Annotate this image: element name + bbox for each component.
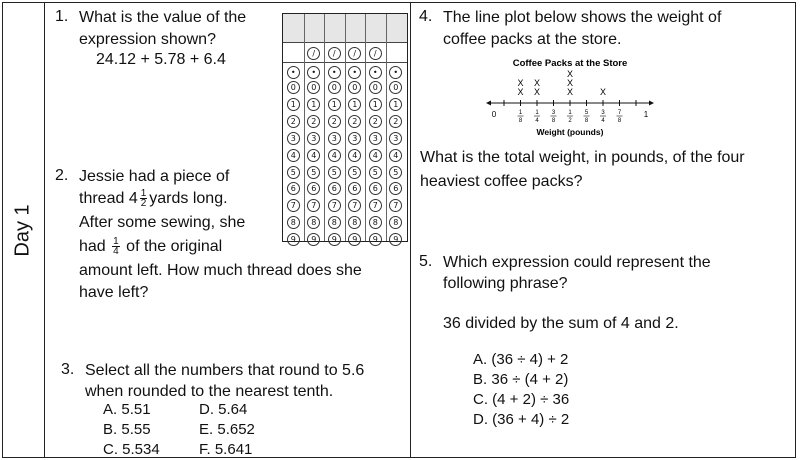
- grid-bubble-digit[interactable]: 3: [348, 132, 361, 145]
- q3-option-a-value: 5.51: [121, 401, 151, 418]
- q2-line1: Jessie had a piece of: [79, 168, 230, 185]
- grid-bubble-digit[interactable]: 2: [287, 115, 300, 128]
- grid-bubble-digit[interactable]: 9: [287, 233, 300, 246]
- q1-line1: What is the value of the: [79, 9, 247, 26]
- day-label: Day 1: [11, 203, 34, 257]
- q5-line1: Which expression could represent the: [443, 254, 711, 271]
- grid-bubble-digit[interactable]: 2: [369, 115, 382, 128]
- grid-bubble-digit[interactable]: 0: [369, 81, 382, 94]
- grid-bubble-fraction[interactable]: /: [328, 47, 341, 60]
- q2-thread-text: thread 4: [79, 190, 138, 207]
- q3-option-c-value: 5.534: [122, 441, 160, 458]
- q3-number: 3.: [61, 361, 75, 378]
- day-label-cell: [2, 2, 44, 458]
- grid-bubble-digit[interactable]: 3: [389, 132, 402, 145]
- q5-option-d-letter: D.: [473, 411, 488, 428]
- grid-bubble-digit[interactable]: 2: [348, 115, 361, 128]
- grid-bubble-digit[interactable]: 1: [328, 98, 341, 111]
- tick-label-numerator: 1: [568, 110, 572, 116]
- grid-bubble-digit[interactable]: 4: [348, 149, 361, 162]
- grid-bubble-digit[interactable]: 8: [328, 216, 341, 229]
- q2-fraction: [112, 237, 120, 256]
- grid-bubble-digit[interactable]: 9: [307, 233, 320, 246]
- tick-label-numerator: 7: [617, 110, 622, 116]
- grid-bubble-digit[interactable]: 7: [348, 199, 361, 212]
- q2-line5: amount left. How much thread does she: [79, 262, 362, 279]
- grid-bubble-digit[interactable]: 6: [287, 182, 300, 195]
- data-point-x: X: [566, 78, 574, 88]
- grid-bubble-digit[interactable]: 1: [307, 98, 320, 111]
- tick-label-numerator: 3: [551, 110, 556, 116]
- grid-bubble-digit[interactable]: 4: [328, 149, 341, 162]
- q5-option-c-expr: (4 + 2) ÷ 36: [492, 391, 570, 408]
- grid-column-divider: [345, 14, 346, 241]
- q5-option-b[interactable]: [473, 371, 568, 388]
- grid-bubble-digit[interactable]: 2: [328, 115, 341, 128]
- grid-bubble-decimal[interactable]: •: [389, 66, 402, 79]
- data-point-x: X: [533, 87, 541, 97]
- q5-option-a-expr: (36 ÷ 4) + 2: [491, 351, 569, 368]
- q3-option-b[interactable]: [103, 421, 151, 438]
- grid-bubble-digit[interactable]: 6: [389, 182, 402, 195]
- q3-option-e-value: 5.652: [217, 421, 255, 438]
- q1-line2: expression shown?: [79, 31, 216, 48]
- q2-mixed-numerator: 1: [140, 188, 147, 200]
- grid-bubble-digit[interactable]: 0: [287, 81, 300, 94]
- grid-column-divider: [365, 14, 366, 241]
- q3-option-e-letter: E.: [199, 421, 214, 438]
- tick-label-denominator: 8: [617, 118, 622, 124]
- data-point-x: X: [517, 78, 524, 88]
- q5-option-b-letter: B.: [473, 371, 488, 388]
- grid-bubble-digit[interactable]: 7: [389, 199, 402, 212]
- grid-bubble-digit[interactable]: 3: [287, 132, 300, 145]
- grid-bubble-digit[interactable]: 9: [348, 233, 361, 246]
- grid-bubble-digit[interactable]: 6: [348, 182, 361, 195]
- tick-label-numerator: 3: [601, 110, 605, 116]
- tick-label-numerator: 1: [535, 110, 539, 116]
- grid-bubble-digit[interactable]: 0: [389, 81, 402, 94]
- q5-option-d-expr: (36 + 4) ÷ 2: [492, 411, 570, 428]
- grid-bubble-decimal[interactable]: •: [369, 66, 382, 79]
- q3-line2: when rounded to the nearest tenth.: [85, 383, 334, 400]
- q5-option-c-letter: C.: [473, 391, 488, 408]
- q3-option-c[interactable]: [103, 441, 160, 458]
- q2-line3: After some sewing, she: [79, 214, 246, 231]
- grid-bubble-digit[interactable]: 6: [307, 182, 320, 195]
- q4-question-line2: heaviest coffee packs?: [420, 173, 583, 190]
- q5-line2: following phrase?: [443, 275, 568, 292]
- q3-option-d-letter: D.: [199, 401, 214, 418]
- grid-bubble-digit[interactable]: 5: [328, 166, 341, 179]
- grid-bubble-decimal[interactable]: •: [348, 66, 361, 79]
- grid-column-divider: [304, 14, 305, 241]
- grid-bubble-digit[interactable]: 2: [389, 115, 402, 128]
- grid-bubble-digit[interactable]: 7: [287, 199, 300, 212]
- grid-bubble-digit[interactable]: 5: [287, 166, 300, 179]
- grid-bubble-decimal[interactable]: •: [328, 66, 341, 79]
- grid-bubble-digit[interactable]: 5: [369, 166, 382, 179]
- q3-option-d[interactable]: [199, 401, 247, 418]
- center-column-divider: [410, 2, 411, 458]
- grid-bubble-digit[interactable]: 6: [328, 182, 341, 195]
- line-plot: [486, 54, 656, 140]
- grid-bubble-digit[interactable]: 8: [348, 216, 361, 229]
- q5-option-a[interactable]: [473, 351, 568, 368]
- grid-bubble-digit[interactable]: 7: [369, 199, 382, 212]
- data-point-x: X: [533, 78, 541, 88]
- grid-bubble-digit[interactable]: 4: [389, 149, 402, 162]
- data-point-x: X: [517, 87, 524, 97]
- q3-option-d-value: 5.64: [218, 401, 248, 418]
- q5-number: 5.: [419, 253, 433, 270]
- grid-bubble-digit[interactable]: 6: [369, 182, 382, 195]
- axis-left-arrow: [486, 101, 491, 106]
- grid-bubble-fraction[interactable]: /: [307, 47, 320, 60]
- data-point-x: X: [566, 87, 574, 97]
- tick-label-numerator: 5: [584, 110, 589, 116]
- q3-option-b-letter: B.: [103, 421, 118, 438]
- q2-line6: have left?: [79, 284, 149, 301]
- q2-line2: [79, 188, 228, 210]
- q2-had-text: had: [79, 238, 106, 255]
- tick-label-denominator: 8: [551, 118, 556, 124]
- q3-line1: Select all the numbers that round to 5.6: [85, 362, 365, 379]
- tick-label-denominator: 2: [568, 118, 572, 124]
- tick-label-denominator: 4: [601, 118, 605, 124]
- q2-mixed-fraction: [140, 189, 148, 208]
- grid-column-divider: [386, 14, 387, 241]
- q2-yards-text: yards long.: [149, 190, 228, 207]
- q5-option-b-expr: 36 ÷ (4 + 2): [491, 371, 569, 388]
- q2-mixed-denominator: 2: [140, 198, 147, 210]
- grid-bubble-digit[interactable]: 5: [307, 166, 320, 179]
- grid-bubble-digit[interactable]: 7: [307, 199, 320, 212]
- grid-bubble-digit[interactable]: 7: [328, 199, 341, 212]
- grid-bubble-digit[interactable]: 8: [307, 216, 320, 229]
- q1-number: 1.: [55, 8, 69, 25]
- q5-option-c[interactable]: [473, 391, 569, 408]
- q5-phrase: 36 divided by the sum of 4 and 2.: [443, 315, 679, 332]
- q4-line1: The line plot below shows the weight of: [443, 9, 722, 26]
- q2-fraction-denominator: 4: [113, 246, 119, 258]
- q4-number: 4.: [419, 8, 433, 25]
- line-plot-title: Coffee Packs at the Store: [512, 58, 628, 69]
- data-point-x: X: [599, 87, 607, 97]
- q3-option-b-value: 5.55: [121, 421, 151, 438]
- q2-fraction-numerator: 1: [113, 236, 119, 248]
- grid-bubble-digit[interactable]: 0: [307, 81, 320, 94]
- data-point-x: X: [566, 69, 574, 79]
- tick-label: 1: [643, 110, 649, 119]
- grid-bubble-digit[interactable]: 1: [369, 98, 382, 111]
- q5-option-a-letter: A.: [473, 351, 488, 368]
- grid-bubble-digit[interactable]: 5: [348, 166, 361, 179]
- grid-bubble-digit[interactable]: 3: [307, 132, 320, 145]
- tick-label-denominator: 8: [584, 118, 589, 124]
- grid-bubble-digit[interactable]: 8: [287, 216, 300, 229]
- grid-bubble-fraction[interactable]: /: [348, 47, 361, 60]
- tick-label: 0: [491, 110, 497, 119]
- q3-option-f-value: 5.641: [214, 441, 253, 458]
- gridded-answer-box: [282, 13, 408, 245]
- grid-bubble-digit[interactable]: 3: [328, 132, 341, 145]
- grid-bubble-digit[interactable]: 0: [328, 81, 341, 94]
- grid-bubble-fraction[interactable]: /: [369, 47, 382, 60]
- q3-option-f[interactable]: [199, 441, 252, 458]
- grid-bubble-digit[interactable]: 4: [307, 149, 320, 162]
- q2-of-original-text: of the original: [126, 238, 223, 255]
- q3-option-f-letter: F.: [199, 441, 211, 458]
- axis-right-arrow: [649, 101, 654, 106]
- tick-label-denominator: 4: [535, 118, 539, 124]
- tick-label-numerator: 1: [518, 110, 523, 116]
- grid-bubble-digit[interactable]: 8: [389, 216, 402, 229]
- tick-label-denominator: 8: [518, 118, 523, 124]
- grid-bubble-digit[interactable]: 4: [369, 149, 382, 162]
- grid-column-divider: [324, 14, 325, 241]
- grid-bubble-decimal[interactable]: •: [307, 66, 320, 79]
- q2-number: 2.: [55, 167, 69, 184]
- grid-bubble-digit[interactable]: 3: [369, 132, 382, 145]
- line-plot-xlabel: Weight (pounds): [536, 127, 604, 137]
- q4-question-line1: What is the total weight, in pounds, of the four: [420, 149, 745, 166]
- q2-line4: [79, 236, 222, 258]
- q3-option-a-letter: A.: [103, 401, 118, 418]
- grid-bubble-digit[interactable]: 9: [328, 233, 341, 246]
- q3-option-c-letter: C.: [103, 441, 118, 458]
- grid-bubble-digit[interactable]: 8: [369, 216, 382, 229]
- grid-bubble-digit[interactable]: 4: [287, 149, 300, 162]
- q1-expression: 24.12 + 5.78 + 6.4: [96, 51, 226, 68]
- q3-option-a[interactable]: [103, 401, 151, 418]
- grid-bubble-digit[interactable]: 0: [348, 81, 361, 94]
- q5-option-d[interactable]: [473, 411, 569, 428]
- grid-bubble-digit[interactable]: 1: [287, 98, 300, 111]
- day-column-divider: [44, 2, 45, 458]
- q4-line2: coffee packs at the store.: [443, 31, 622, 48]
- grid-bubble-decimal[interactable]: •: [287, 66, 300, 79]
- q3-option-e[interactable]: [199, 421, 255, 438]
- grid-bubble-digit[interactable]: 1: [348, 98, 361, 111]
- grid-bubble-digit[interactable]: 1: [389, 98, 402, 111]
- grid-bubble-digit[interactable]: 2: [307, 115, 320, 128]
- grid-bubble-digit[interactable]: 9: [389, 233, 402, 246]
- grid-bubble-digit[interactable]: 9: [369, 233, 382, 246]
- grid-bubble-digit[interactable]: 5: [389, 166, 402, 179]
